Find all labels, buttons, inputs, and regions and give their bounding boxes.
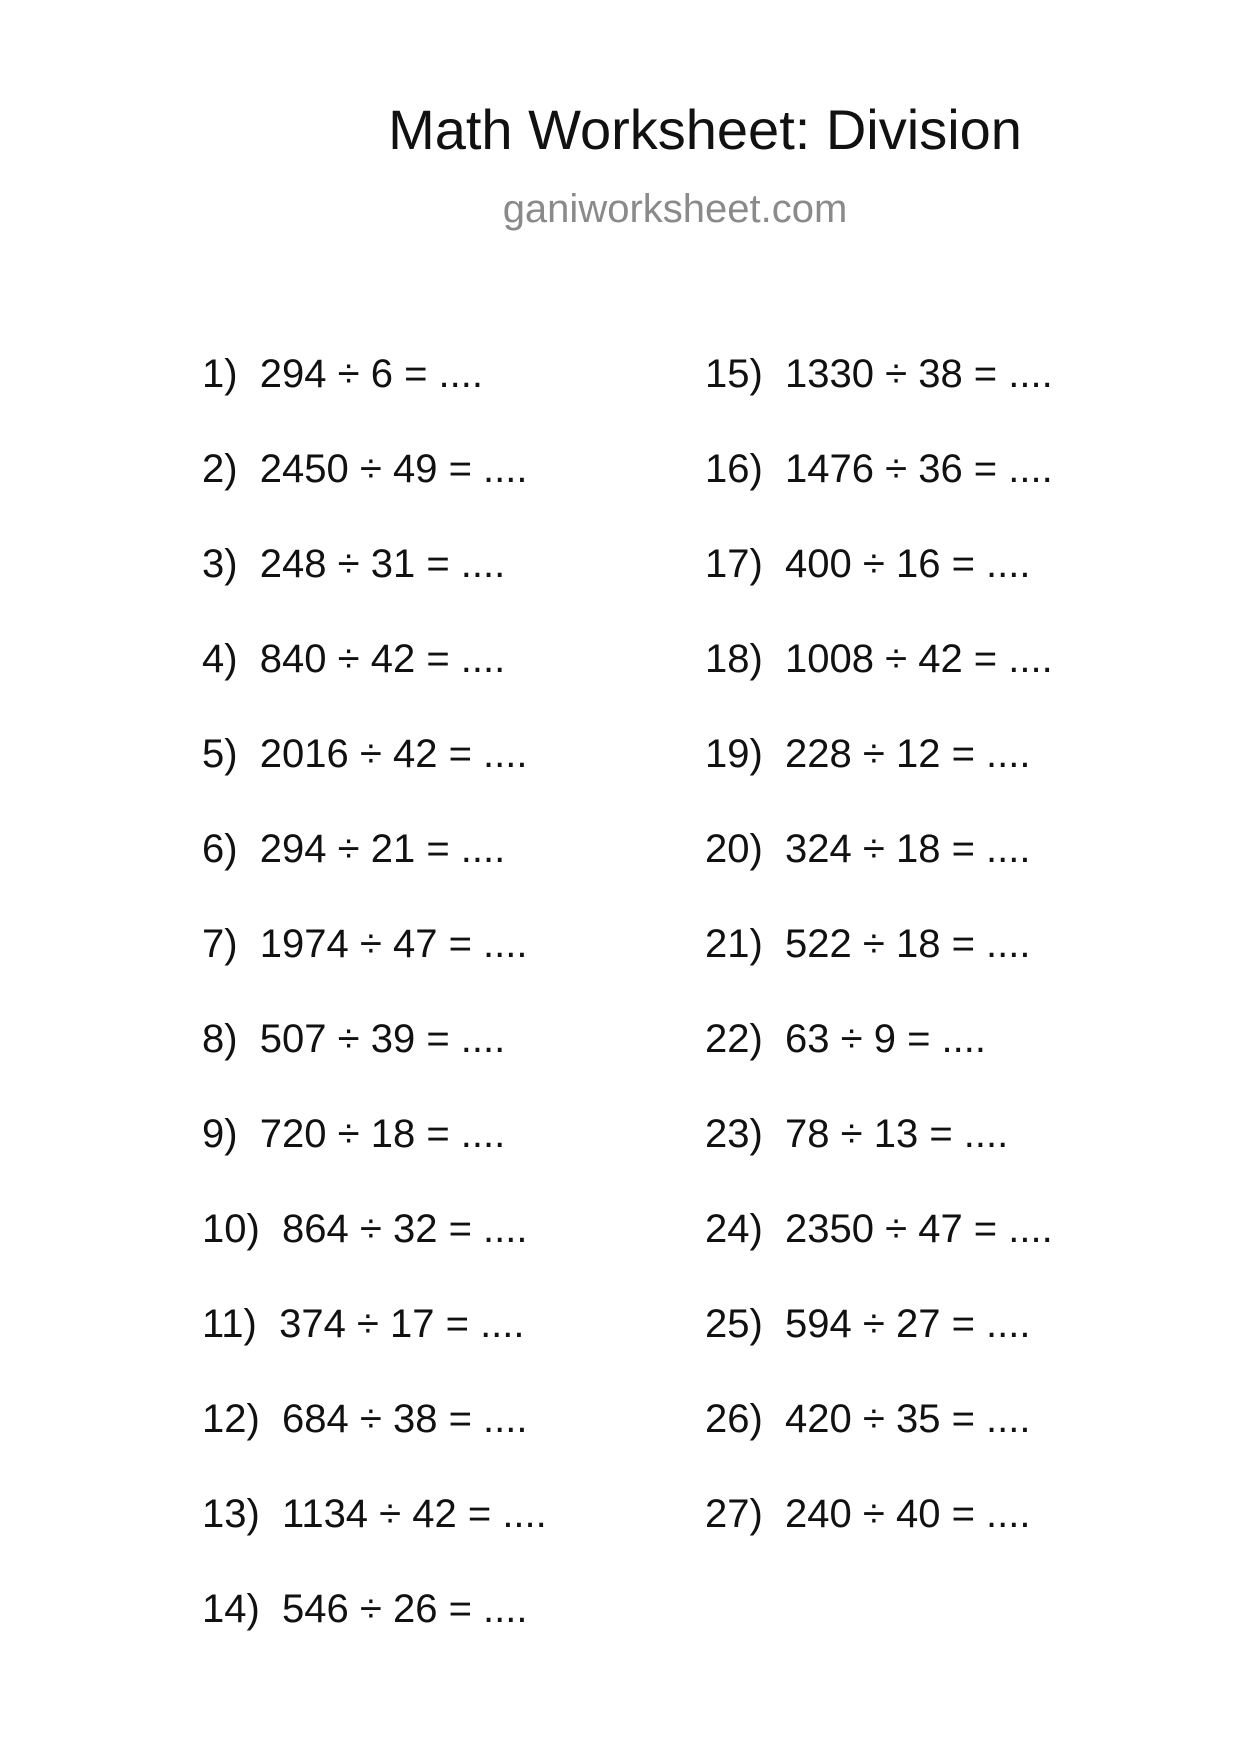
problem-7: 7) 1974 ÷ 47 = .... <box>202 922 528 966</box>
problem-26: 26) 420 ÷ 35 = .... <box>705 1397 1031 1441</box>
problem-23: 23) 78 ÷ 13 = .... <box>705 1112 1009 1156</box>
problem-13: 13) 1134 ÷ 42 = .... <box>202 1492 547 1536</box>
problem-8: 8) 507 ÷ 39 = .... <box>202 1017 506 1061</box>
problem-17: 17) 400 ÷ 16 = .... <box>705 542 1031 586</box>
problem-14: 14) 546 ÷ 26 = .... <box>202 1587 528 1631</box>
problem-15: 15) 1330 ÷ 38 = .... <box>705 352 1053 396</box>
problem-2: 2) 2450 ÷ 49 = .... <box>202 447 528 491</box>
problem-22: 22) 63 ÷ 9 = .... <box>705 1017 986 1061</box>
problem-5: 5) 2016 ÷ 42 = .... <box>202 732 528 776</box>
problem-11: 11) 374 ÷ 17 = .... <box>202 1302 525 1346</box>
problem-4: 4) 840 ÷ 42 = .... <box>202 637 506 681</box>
problem-9: 9) 720 ÷ 18 = .... <box>202 1112 506 1156</box>
problem-27: 27) 240 ÷ 40 = .... <box>705 1492 1031 1536</box>
site-url: ganiworksheet.com <box>502 187 848 231</box>
page-title: Math Worksheet: Division <box>388 98 1022 161</box>
problem-1: 1) 294 ÷ 6 = .... <box>202 352 483 396</box>
problem-25: 25) 594 ÷ 27 = .... <box>705 1302 1031 1346</box>
problem-10: 10) 864 ÷ 32 = .... <box>202 1207 528 1251</box>
problem-6: 6) 294 ÷ 21 = .... <box>202 827 506 871</box>
problem-18: 18) 1008 ÷ 42 = .... <box>705 637 1053 681</box>
problem-16: 16) 1476 ÷ 36 = .... <box>705 447 1053 491</box>
problem-24: 24) 2350 ÷ 47 = .... <box>705 1207 1053 1251</box>
problem-21: 21) 522 ÷ 18 = .... <box>705 922 1031 966</box>
problem-12: 12) 684 ÷ 38 = .... <box>202 1397 528 1441</box>
problem-column-left <box>202 346 547 1676</box>
problem-3: 3) 248 ÷ 31 = .... <box>202 542 506 586</box>
problem-19: 19) 228 ÷ 12 = .... <box>705 732 1031 776</box>
problem-20: 20) 324 ÷ 18 = .... <box>705 827 1031 871</box>
problem-column-right <box>705 346 1053 1581</box>
